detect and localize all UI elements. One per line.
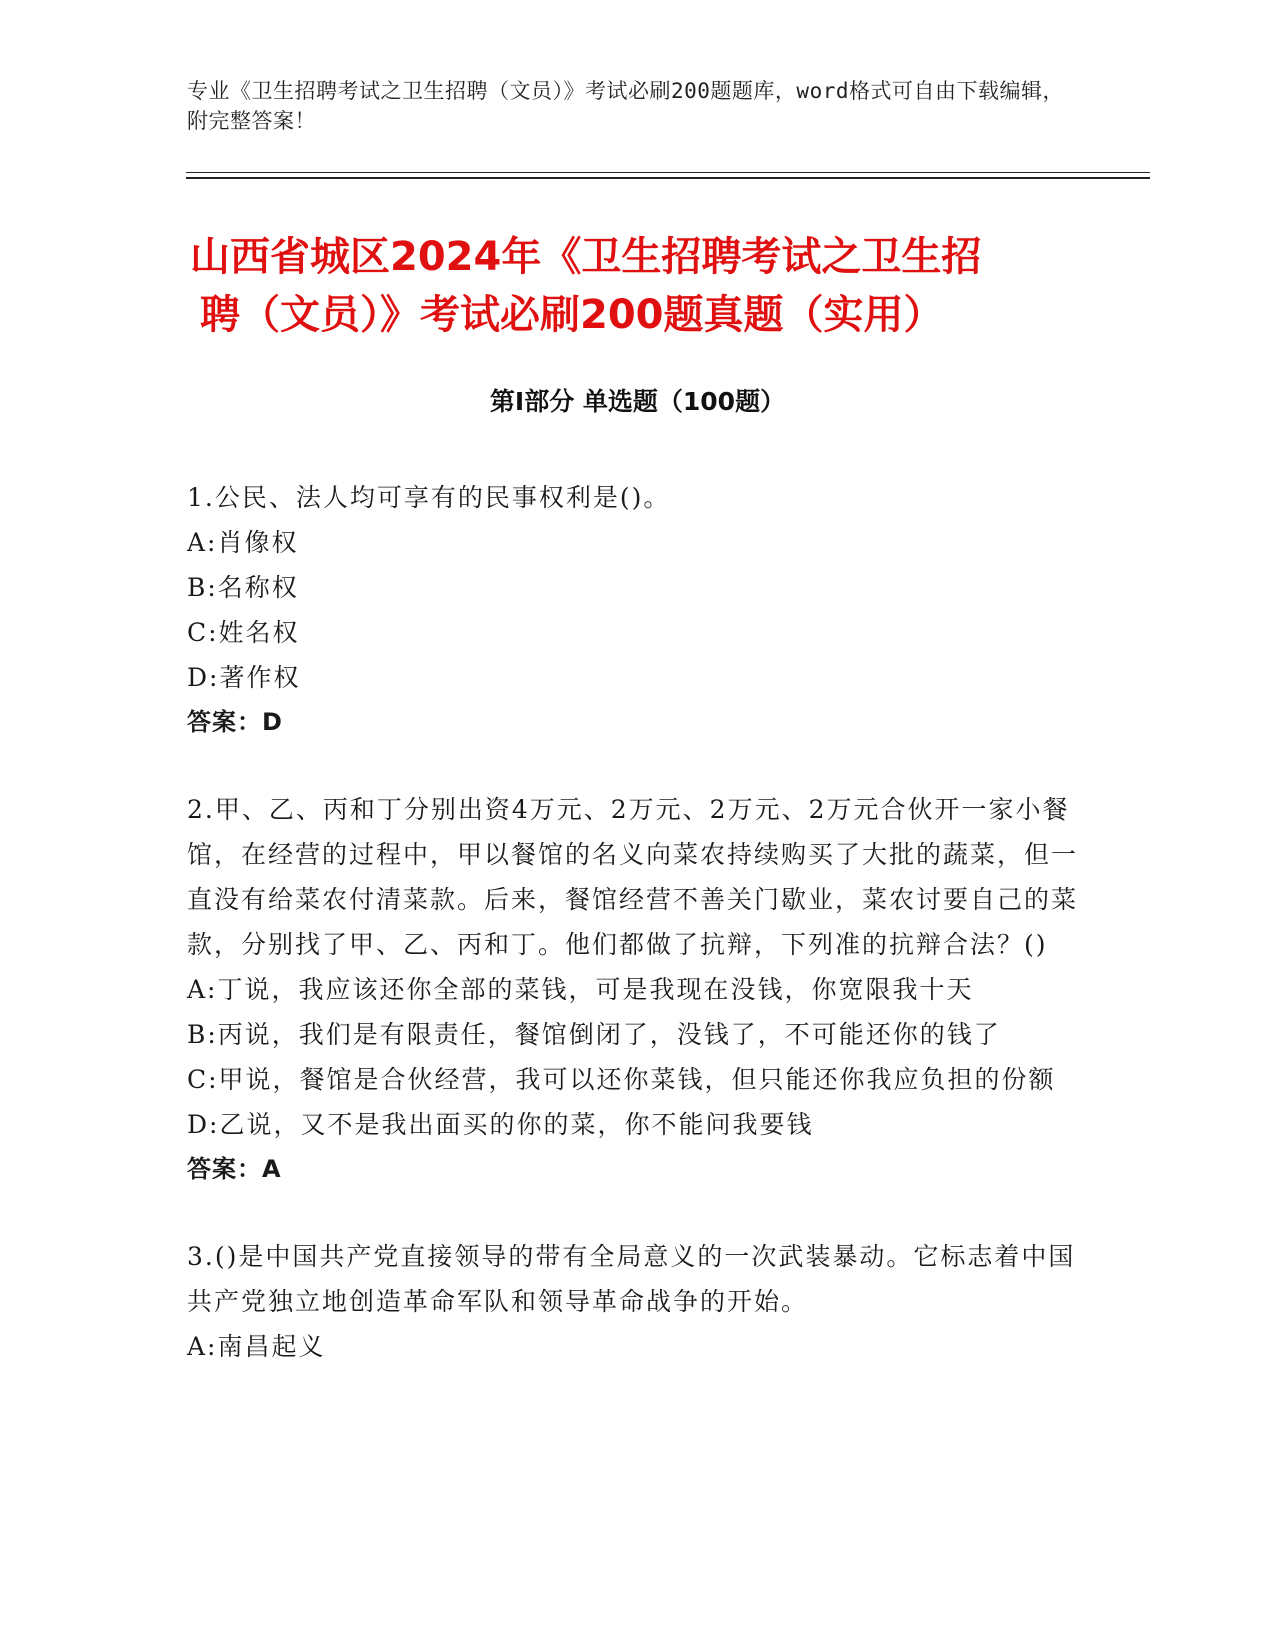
question-3 <box>187 1234 1087 1369</box>
header-rule-thick <box>186 177 1150 179</box>
question-1 <box>187 475 1087 745</box>
title-line-1: 山西省城区2024年《卫生招聘考试之卫生招 <box>190 234 982 280</box>
answer: 答案：D <box>187 708 283 736</box>
header-rule-thin <box>186 172 1150 173</box>
option-a: A:丁说，我应该还你全部的菜钱，可是我现在没钱，你宽限我十天 <box>187 975 974 1004</box>
header-note: 专业《卫生招聘考试之卫生招聘（文员）》考试必刷200题题库，word格式可自由下载编辑，附完整答案！ <box>187 79 1064 133</box>
spacer <box>187 745 1087 787</box>
question-text: 3.()是中国共产党直接领导的带有全局意义的一次武装暴动。它标志着中国共产党独立地创造革命军队和领导革命战争的开始。 <box>187 1242 1076 1316</box>
option-c: C:甲说，餐馆是合伙经营，我可以还你菜钱，但只能还你我应负担的份额 <box>187 1065 1056 1094</box>
option-a: A:南昌起义 <box>187 1332 326 1361</box>
question-text: 1.公民、法人均可享有的民事权利是()。 <box>187 483 671 512</box>
question-text: 2.甲、乙、丙和丁分别出资4万元、2万元、2万元、2万元合伙开一家小餐馆，在经营的过程中，甲以餐馆的名义向菜农持续购买了大批的蔬菜，但一直没有给菜农付清菜款。后来，餐馆经营不善关门歇业，菜农讨要自己的菜款，分别找了甲、乙、丙和丁。他们都做了抗辩，下列准的抗辩合法？() <box>187 795 1079 959</box>
question-list <box>187 475 1087 1369</box>
section-heading: 第Ⅰ部分 单选题（100题） <box>489 387 786 416</box>
option-b: B:丙说，我们是有限责任，餐馆倒闭了，没钱了，不可能还你的钱了 <box>187 1020 1001 1049</box>
option-c: C:姓名权 <box>187 618 300 647</box>
option-b: B:名称权 <box>187 573 299 602</box>
option-d: D:著作权 <box>187 663 301 692</box>
question-2 <box>187 787 1087 1192</box>
option-a: A:肖像权 <box>187 528 299 557</box>
answer: 答案：A <box>187 1155 282 1183</box>
title-line-2: 聘（文员）》考试必刷200题真题（实用） <box>200 292 944 338</box>
document-title <box>190 228 1090 344</box>
spacer <box>187 1192 1087 1234</box>
option-d: D:乙说，又不是我出面买的你的菜，你不能问我要钱 <box>187 1110 814 1139</box>
